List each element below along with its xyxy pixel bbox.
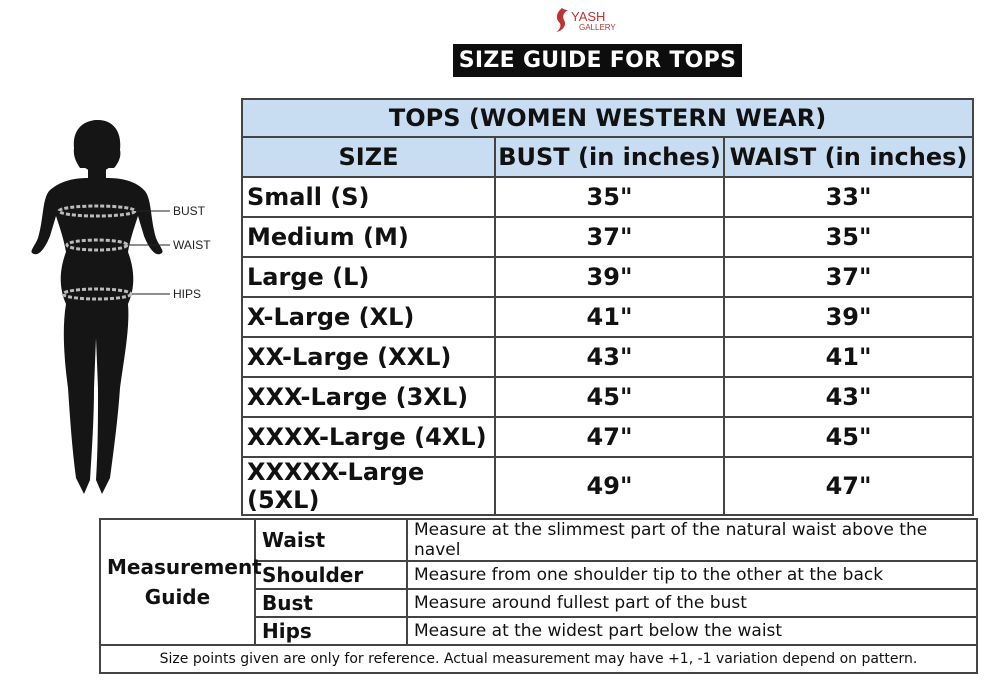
table-row <box>242 377 973 417</box>
size-cell: Medium (M) <box>242 217 495 257</box>
size-cell: Small (S) <box>242 177 495 217</box>
table-row <box>242 417 973 457</box>
guide-part-bust: Bust <box>255 589 407 617</box>
table-row <box>242 177 973 217</box>
column-header-waist: WAIST (in inches) <box>724 137 973 177</box>
waist-cell: 37" <box>724 257 973 297</box>
bust-cell: 47" <box>495 417 724 457</box>
brand-name: YASH <box>571 9 606 24</box>
guide-part-waist: Waist <box>255 519 407 561</box>
waist-label: WAIST <box>173 238 211 252</box>
hips-label: HIPS <box>173 287 202 301</box>
bust-cell: 41" <box>495 297 724 337</box>
waist-cell: 45" <box>724 417 973 457</box>
bust-label: BUST <box>173 204 206 218</box>
guide-desc-shoulder: Measure from one shoulder tip to the other at the back <box>407 561 977 589</box>
measurement-guide-label <box>100 519 262 645</box>
waist-cell: 33" <box>724 177 973 217</box>
table-row <box>242 297 973 337</box>
woman-silhouette-icon <box>10 118 240 503</box>
guide-part-hips: Hips <box>255 617 407 645</box>
variation-note: Size points given are only for reference. Actual measurement may have +1, -1 variation depend on pattern. <box>100 645 977 673</box>
size-chart-table <box>241 98 974 516</box>
guide-desc-bust: Measure around fullest part of the bust <box>407 589 977 617</box>
bust-cell: 45" <box>495 377 724 417</box>
brand-logo-mark-icon <box>551 6 573 34</box>
bust-cell: 43" <box>495 337 724 377</box>
body-measurement-figure <box>10 118 240 503</box>
size-cell: XXXXX-Large (5XL) <box>242 457 495 515</box>
page-title-banner: SIZE GUIDE FOR TOPS <box>453 44 742 77</box>
table-row <box>242 217 973 257</box>
table-row <box>242 337 973 377</box>
measurement-guide-label-line1: Measurement <box>107 555 262 579</box>
size-cell: XX-Large (XXL) <box>242 337 495 377</box>
guide-desc-hips: Measure at the widest part below the waist <box>407 617 977 645</box>
measurement-guide-table <box>99 518 978 674</box>
brand-subname: GALLERY <box>579 23 616 32</box>
waist-cell: 43" <box>724 377 973 417</box>
size-cell: Large (L) <box>242 257 495 297</box>
bust-cell: 35" <box>495 177 724 217</box>
size-chart-title: TOPS (WOMEN WESTERN WEAR) <box>242 99 973 137</box>
waist-cell: 35" <box>724 217 973 257</box>
table-row <box>242 257 973 297</box>
column-header-bust: BUST (in inches) <box>495 137 724 177</box>
column-header-size: SIZE <box>242 137 495 177</box>
measurement-guide-label-line2: Guide <box>144 585 211 609</box>
bust-cell: 49" <box>495 457 724 515</box>
table-row <box>242 457 973 515</box>
waist-cell: 41" <box>724 337 973 377</box>
guide-part-shoulder: Shoulder <box>255 561 407 589</box>
brand-logo <box>551 6 615 36</box>
waist-cell: 47" <box>724 457 973 515</box>
size-cell: X-Large (XL) <box>242 297 495 337</box>
bust-cell: 37" <box>495 217 724 257</box>
size-cell: XXX-Large (3XL) <box>242 377 495 417</box>
waist-cell: 39" <box>724 297 973 337</box>
size-cell: XXXX-Large (4XL) <box>242 417 495 457</box>
guide-desc-waist: Measure at the slimmest part of the natural waist above the navel <box>407 519 977 561</box>
bust-cell: 39" <box>495 257 724 297</box>
